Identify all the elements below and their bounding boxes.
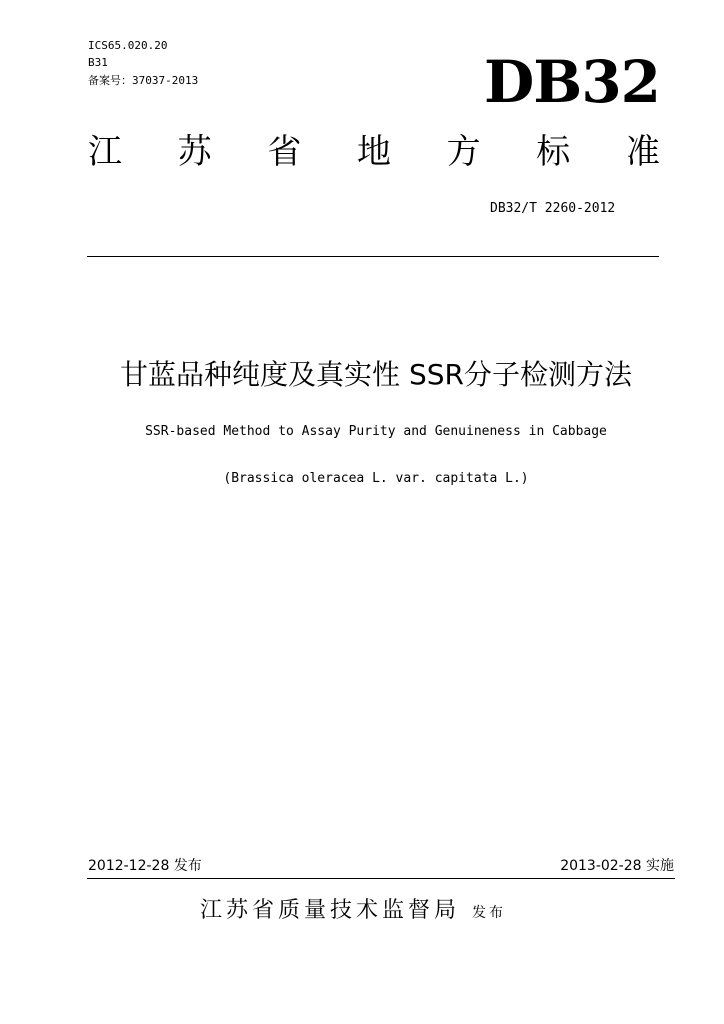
standard-number: DB32/T 2260-2012 <box>490 201 616 216</box>
standard-type-char: 江 <box>88 132 122 172</box>
issuer-line <box>200 897 506 925</box>
bottom-divider <box>87 878 675 879</box>
standard-type-char: 标 <box>536 132 571 172</box>
issuer-suffix: 发布 <box>472 905 507 921</box>
title-chinese: 甘蓝品种纯度及真实性 SSR分子检测方法 <box>120 358 632 391</box>
issuer-name: 江苏省质量技术监督局 <box>200 898 461 923</box>
standard-type-char: 准 <box>625 132 660 172</box>
standard-type-char: 省 <box>267 132 302 172</box>
standard-type-char: 苏 <box>177 132 212 172</box>
standard-type-char: 方 <box>446 132 481 172</box>
issue-date: 2012-12-28 发布 <box>88 858 202 874</box>
db-logo: DB32 <box>484 48 661 116</box>
title-english: SSR-based Method to Assay Purity and Genuineness in Cabbage <box>145 424 607 439</box>
standard-type-heading <box>88 132 660 172</box>
title-latin-name: (Brassica oleracea L. var. capitata L.) <box>223 471 529 486</box>
filing-number: 备案号：37037-2013 <box>88 74 199 87</box>
clc-code: B31 <box>88 56 108 69</box>
top-divider <box>87 256 659 257</box>
implementation-date: 2013-02-28 实施 <box>560 858 674 874</box>
ics-code: ICS65.020.20 <box>88 39 168 52</box>
standard-type-char: 地 <box>356 132 391 172</box>
